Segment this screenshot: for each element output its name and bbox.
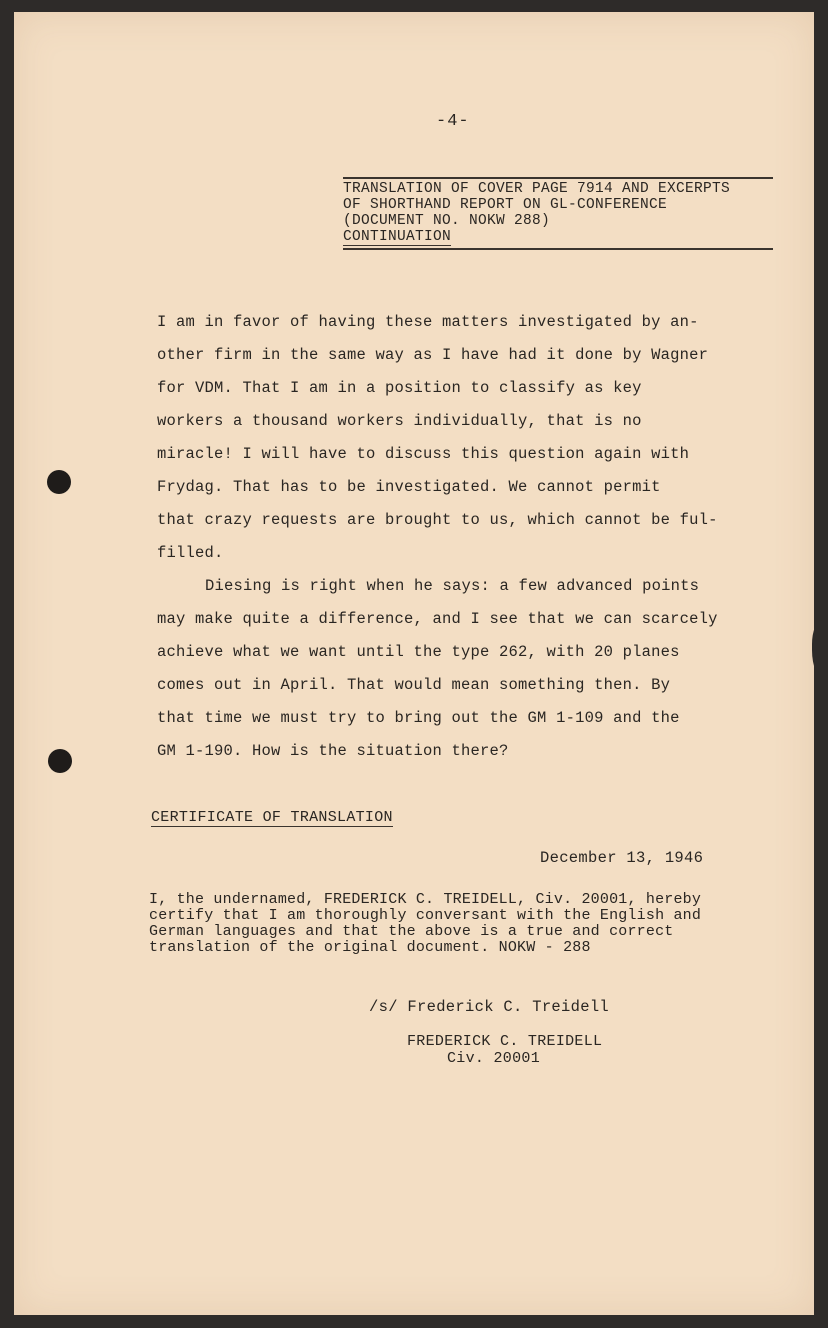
signature-line: /s/ Frederick C. Treidell bbox=[369, 998, 610, 1016]
paragraph-2 bbox=[157, 570, 757, 768]
heading-line: TRANSLATION OF COVER PAGE 7914 AND EXCERPTS bbox=[343, 181, 731, 197]
punch-hole bbox=[47, 470, 71, 494]
certificate-line: certify that I am thoroughly conversant with the English and bbox=[149, 907, 702, 924]
certificate-date: December 13, 1946 bbox=[540, 849, 704, 867]
page-number: -4- bbox=[436, 112, 470, 131]
text-line: miracle! I will have to discuss this question again with bbox=[157, 445, 690, 463]
torn-edge bbox=[812, 620, 828, 680]
text-line: comes out in April. That would mean something then. By bbox=[157, 676, 671, 694]
heading-line: (DOCUMENT NO. NOKW 288) bbox=[343, 213, 551, 229]
text-line: achieve what we want until the type 262, with 20 planes bbox=[157, 643, 680, 661]
certificate-line: German languages and that the above is a true and correct bbox=[149, 923, 674, 940]
text-line: that crazy requests are brought to us, which cannot be ful- bbox=[157, 511, 718, 529]
signatory-name: FREDERICK C. TREIDELL bbox=[407, 1033, 603, 1050]
document-heading bbox=[343, 177, 773, 250]
text-line: may make quite a difference, and I see that we can scarcely bbox=[157, 610, 718, 628]
document-page bbox=[14, 12, 814, 1315]
text-line: other firm in the same way as I have had it done by Wagner bbox=[157, 346, 709, 364]
heading-continuation: CONTINUATION bbox=[343, 229, 452, 245]
heading-rule bbox=[343, 248, 773, 250]
certificate-line: translation of the original document. NOKW - 288 bbox=[149, 939, 591, 956]
text-line: filled. bbox=[157, 544, 224, 562]
text-line: Diesing is right when he says: a few advanced points bbox=[205, 577, 700, 595]
text-line: for VDM. That I am in a position to classify as key bbox=[157, 379, 642, 397]
text-line: workers a thousand workers individually, that is no bbox=[157, 412, 642, 430]
certificate-body bbox=[149, 892, 759, 956]
certificate-line: I, the undernamed, FREDERICK C. TREIDELL, Civ. 20001, hereby bbox=[149, 891, 702, 908]
certificate-title: CERTIFICATE OF TRANSLATION bbox=[151, 809, 393, 826]
heading-line: OF SHORTHAND REPORT ON GL-CONFERENCE bbox=[343, 197, 668, 213]
text-line: Frydag. That has to be investigated. We cannot permit bbox=[157, 478, 661, 496]
text-line: I am in favor of having these matters investigated by an- bbox=[157, 313, 699, 331]
paragraph-1 bbox=[157, 306, 757, 570]
body-text bbox=[157, 306, 757, 768]
signatory-civ-number: Civ. 20001 bbox=[447, 1050, 541, 1067]
text-line: GM 1-190. How is the situation there? bbox=[157, 742, 509, 760]
punch-hole bbox=[48, 749, 72, 773]
text-line: that time we must try to bring out the GM 1-109 and the bbox=[157, 709, 680, 727]
